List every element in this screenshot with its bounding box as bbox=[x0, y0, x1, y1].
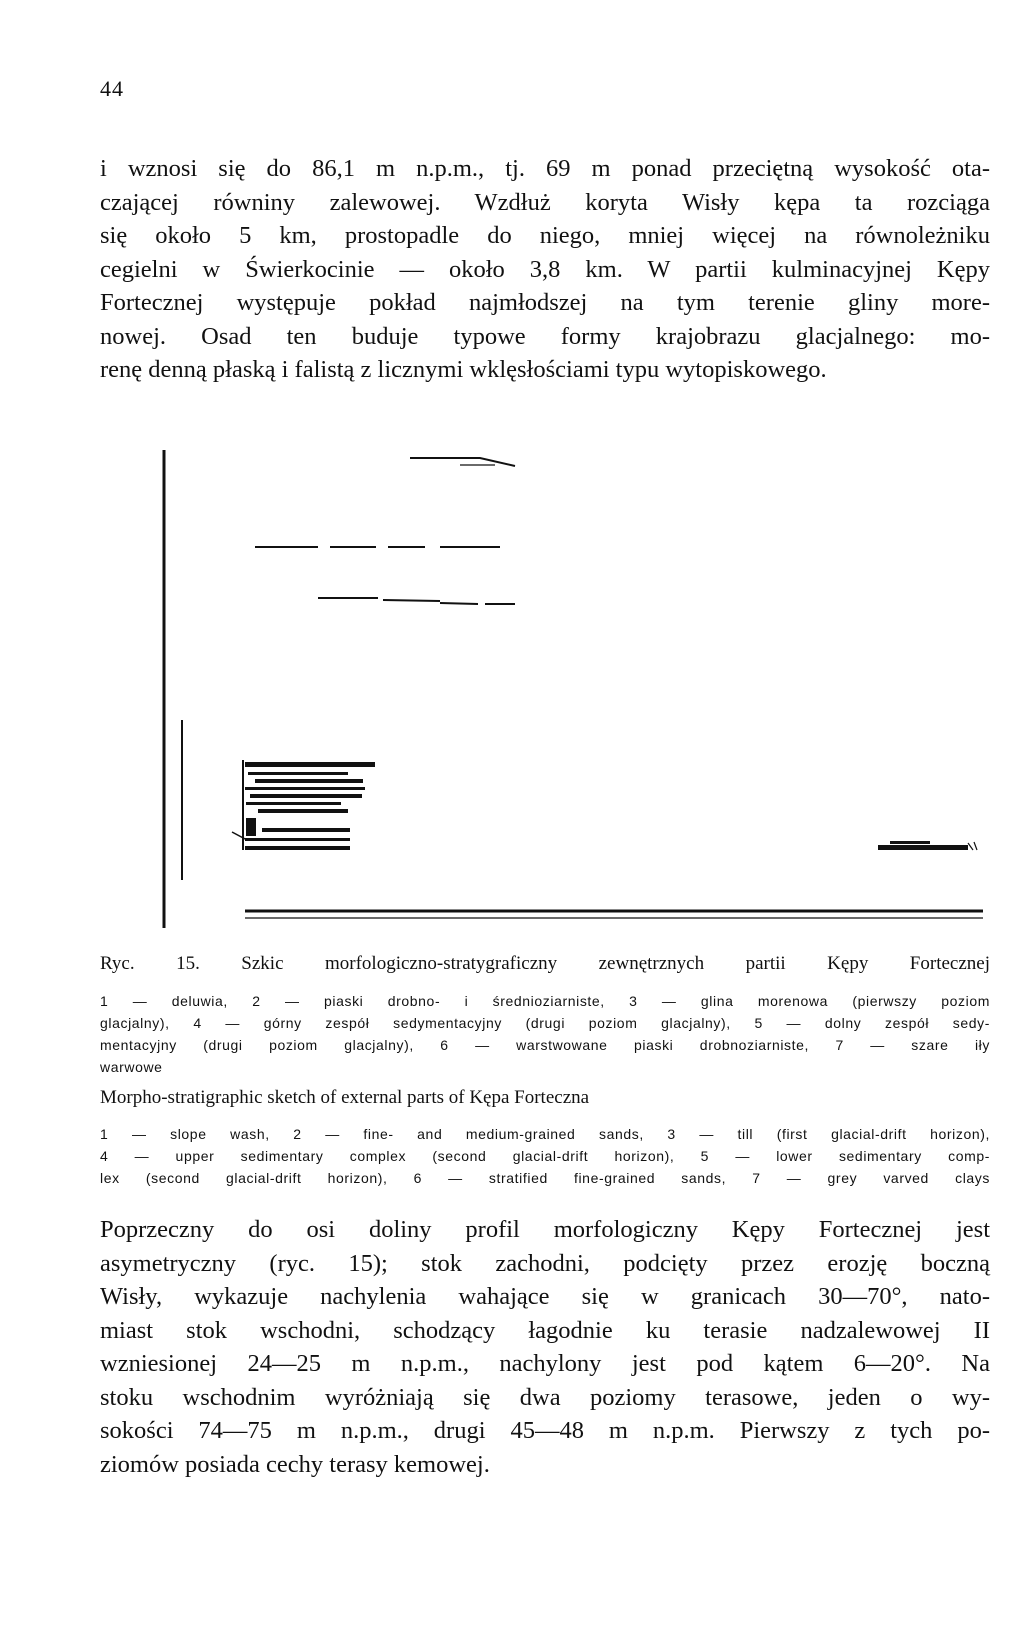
paragraph-1 bbox=[100, 152, 990, 387]
text-line: asymetryczny (ryc. 15); stok zachodni, podcięty przez erozję boczną bbox=[100, 1249, 990, 1277]
text-line: sokości 74—75 m n.p.m., drugi 45—48 m n.p.m. Pierwszy z tych po- bbox=[100, 1417, 990, 1444]
strata-strip-right bbox=[878, 841, 977, 850]
text-line: nowej. Osad ten buduje typowe formy krajobrazu glacjalnego: mo- bbox=[100, 322, 990, 350]
figure-caption-en: Morpho-stratigraphic sketch of external parts of Kępa Forteczna bbox=[100, 1087, 590, 1108]
legend-line: 1 — deluwia, 2 — piaski drobno- i średnioziarniste, 3 — glina morenowa (pierwszy poziom bbox=[100, 993, 990, 1009]
figure-legend-en bbox=[100, 1123, 990, 1189]
page-number: 44 bbox=[100, 76, 124, 101]
text-line: czającej równiny zalewowej. Wzdłuż koryta Wisły kępa ta rozciąga bbox=[100, 188, 990, 216]
terrain-stroke-low-2 bbox=[383, 600, 440, 601]
text-line: renę denną płaską i falistą z licznymi wklęsłościami typu wytopiskowego. bbox=[100, 356, 827, 383]
figure-legend-pl bbox=[100, 990, 990, 1078]
text-line: i wznosi się do 86,1 m n.p.m., tj. 69 m ponad przeciętną wysokość ota- bbox=[100, 155, 990, 182]
legend-line: glacjalny), 4 — górny zespół sedymentacyjny (drugi poziom glacjalny), 5 — dolny zespół sedy- bbox=[100, 1015, 990, 1031]
legend-line: mentacyjny (drugi poziom glacjalny), 6 — warstwowane piaski drobnoziarniste, 7 — szare iły bbox=[100, 1037, 990, 1053]
strata-block bbox=[232, 760, 375, 850]
text-line: ziomów posiada cechy terasy kemowej. bbox=[100, 1450, 490, 1478]
terrain-stroke-low-3 bbox=[440, 603, 478, 604]
text-line: miast stok wschodni, schodzący łagodnie ku terasie nadzalewowej II bbox=[100, 1316, 990, 1344]
legend-line: 4 — upper sedimentary complex (second glacial-drift horizon), 5 — lower sedimentary comp- bbox=[100, 1148, 990, 1164]
text-line: stoku wschodnim wyróżniają się dwa poziomy terasowe, jeden o wy- bbox=[100, 1383, 990, 1411]
text-line: Poprzeczny do osi doliny profil morfologiczny Kępy Fortecznej jest bbox=[100, 1216, 990, 1243]
text-line: Fortecznej występuje pokład najmłodszej na tym terenie gliny more- bbox=[100, 289, 990, 316]
text-line: się około 5 km, prostopadle do niego, mniej więcej na równoleżniku bbox=[100, 222, 990, 249]
terrain-stroke-top bbox=[410, 458, 515, 466]
legend-line: warwowe bbox=[100, 1059, 163, 1075]
text-line: Wisły, wykazuje nachylenia wahające się w granicach 30—70°, nato- bbox=[100, 1283, 990, 1310]
legend-line: 1 — slope wash, 2 — fine- and medium-grained sands, 3 — till (first glacial-drift horizon), bbox=[100, 1126, 990, 1142]
legend-line: lex (second glacial-drift horizon), 6 — stratified fine-grained sands, 7 — grey varved clays bbox=[100, 1170, 990, 1186]
text-line: wzniesionej 24—25 m n.p.m., nachylony jest pod kątem 6—20°. Na bbox=[100, 1350, 990, 1377]
text-line: cegielni w Świerkocinie — około 3,8 km. W partii kulminacyjnej Kępy bbox=[100, 255, 990, 283]
paragraph-2 bbox=[100, 1213, 990, 1481]
figure-caption-pl: Ryc. 15. Szkic morfologiczno-stratygraficzny zewnętrznych partii Kępy Fortecznej bbox=[100, 953, 990, 974]
